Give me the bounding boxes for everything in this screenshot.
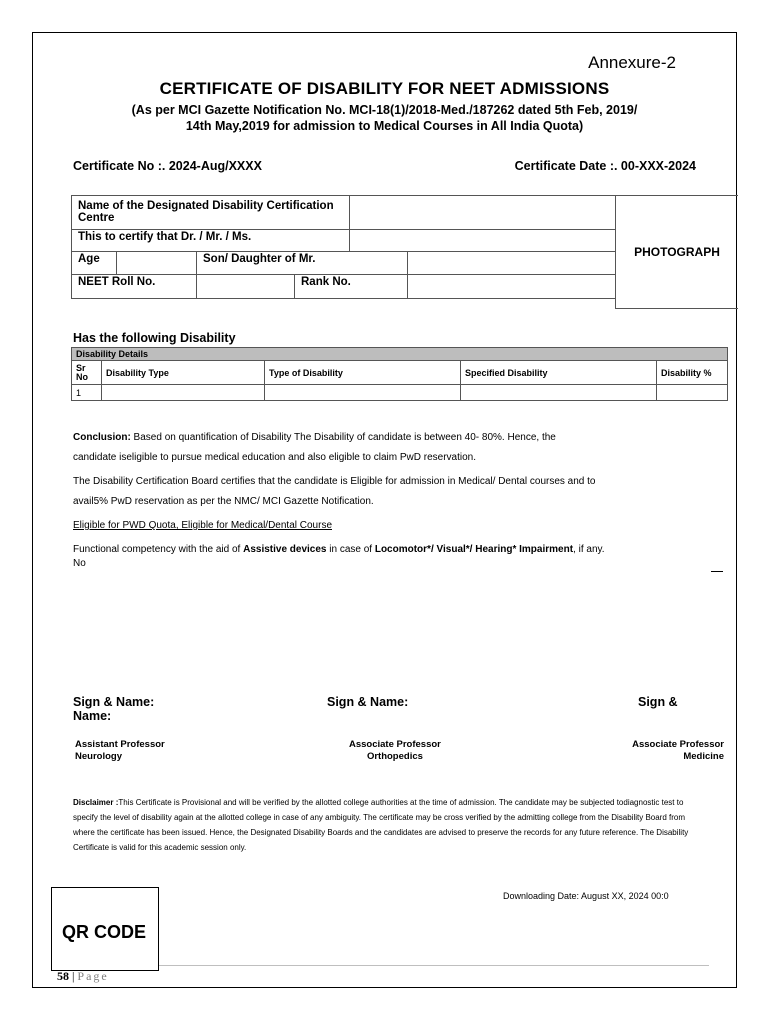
- col-disability-type: Disability Type: [102, 361, 265, 385]
- qr-code-box: [51, 887, 159, 971]
- sign-name-1: Sign & Name:: [73, 695, 155, 709]
- row-specified-disability: [461, 385, 657, 401]
- certificate-number: Certificate No :. 2024-Aug/XXXX: [73, 159, 262, 173]
- role-1-dept: Neurology: [75, 751, 122, 762]
- footer-divider: [159, 965, 709, 966]
- sign-name-3: Sign &: [638, 695, 678, 709]
- page-number-value: 58: [57, 969, 69, 983]
- rank-value[interactable]: [408, 275, 616, 299]
- board-line1: The Disability Certification Board certifies that the candidate is Eligible for admission in Medical/ Dental courses and to: [73, 476, 596, 487]
- sign-name-1-cont: Name:: [73, 709, 112, 723]
- role-1-title: Assistant Professor: [75, 739, 165, 750]
- disclaimer-text: This Certificate is Provisional and will be verified by the allotted college authorities at the time of admission. The candidate may be subjected todiagnostic test to specify the level of disability again at the allotted college in case of any ambiguity. The certificate may be cross verified by the admitting college from the Disability Board from where the certificate has been issued. Hence, the Designated Disability Boards and the candidates are advised to preserve the records for any future reference. The Disability Certificate is valid for this academic session only.: [73, 798, 689, 852]
- disability-table: [71, 347, 728, 401]
- conclusion-line1: [73, 429, 556, 447]
- func-pre: Functional competency with the aid of: [73, 544, 244, 555]
- page-separator: |: [69, 969, 78, 983]
- gazette-subtitle-line1: (As per MCI Gazette Notification No. MCI-18(1)/2018-Med./187262 dated 5th Feb, 2019/: [131, 103, 638, 117]
- gazette-subtitle-line2: 14th May,2019 for admission to Medical Courses in All India Quota): [185, 119, 584, 133]
- parent-label: Son/ Daughter of Mr.: [197, 252, 408, 275]
- conclusion-text: Based on quantification of Disability The Disability of candidate is between 40- 80%. Hence, the: [130, 432, 556, 443]
- role-3: [632, 739, 724, 763]
- row-sr-no: 1: [72, 385, 102, 401]
- page-word: Page: [77, 969, 109, 983]
- candidate-info-table: [71, 195, 616, 299]
- func-impairment: Locomotor*/ Visual*/ Hearing* Impairment: [374, 544, 574, 555]
- disclaimer-label: Disclaimer :: [73, 798, 119, 807]
- role-1: [75, 739, 165, 763]
- role-2-title: Associate Professor: [349, 739, 441, 750]
- certificate-page: [32, 32, 737, 988]
- role-2-dept: Orthopedics: [366, 751, 423, 762]
- certify-label: This to certify that Dr. / Mr. / Ms.: [72, 230, 350, 252]
- qr-code-label: QR CODE: [62, 922, 147, 942]
- eligibility-statement: Eligible for PWD Quota, Eligible for Medical/Dental Course: [73, 520, 332, 531]
- conclusion-line2: candidate iseligible to pursue medical education and also eligible to claim PwD reservation.: [73, 452, 477, 463]
- centre-label: Name of the Designated Disability Certification Centre: [72, 196, 350, 230]
- role-3-dept: Medicine: [683, 751, 724, 762]
- board-line2: avail5% PwD reservation as per the NMC/ MCI Gazette Notification.: [73, 496, 374, 507]
- disclaimer: [73, 795, 698, 855]
- candidate-name-value[interactable]: [350, 230, 616, 252]
- disability-heading: Has the following Disability: [73, 331, 236, 345]
- roll-label: NEET Roll No.: [72, 275, 197, 299]
- col-disability-percent: Disability %: [657, 361, 728, 385]
- page-number: [57, 969, 109, 984]
- certificate-date: Certificate Date :. 00-XXX-2024: [514, 159, 696, 173]
- age-label: Age: [72, 252, 117, 275]
- photograph-box: PHOTOGRAPH: [615, 195, 738, 309]
- conclusion-label: Conclusion:: [73, 432, 131, 443]
- role-3-title: Associate Professor: [632, 739, 724, 750]
- func-mid: in case of: [326, 544, 375, 555]
- col-sr-no: Sr No: [72, 361, 102, 385]
- certificate-title: CERTIFICATE OF DISABILITY FOR NEET ADMISSIONS: [159, 79, 610, 98]
- row-disability-type: [102, 385, 265, 401]
- divider: [711, 571, 723, 572]
- col-type-of-disability: Type of Disability: [265, 361, 461, 385]
- row-disability-percent: [657, 385, 728, 401]
- annexure-label: Annexure-2: [588, 53, 676, 72]
- func-assistive: Assistive devices: [243, 544, 327, 555]
- parent-value[interactable]: [408, 252, 616, 275]
- disability-details-band: Disability Details: [72, 348, 728, 361]
- roll-value[interactable]: [197, 275, 295, 299]
- functional-answer: No: [73, 558, 86, 569]
- age-value[interactable]: [117, 252, 197, 275]
- rank-label: Rank No.: [295, 275, 408, 299]
- functional-competency: [73, 541, 605, 559]
- row-type-of-disability: [265, 385, 461, 401]
- centre-value[interactable]: [350, 196, 616, 230]
- role-2: [349, 739, 441, 763]
- col-specified-disability: Specified Disability: [461, 361, 657, 385]
- sign-name-2: Sign & Name:: [327, 695, 409, 709]
- table-row: [72, 385, 728, 401]
- func-post: , if any.: [573, 544, 605, 555]
- downloading-date: Downloading Date: August XX, 2024 00:0: [503, 891, 669, 901]
